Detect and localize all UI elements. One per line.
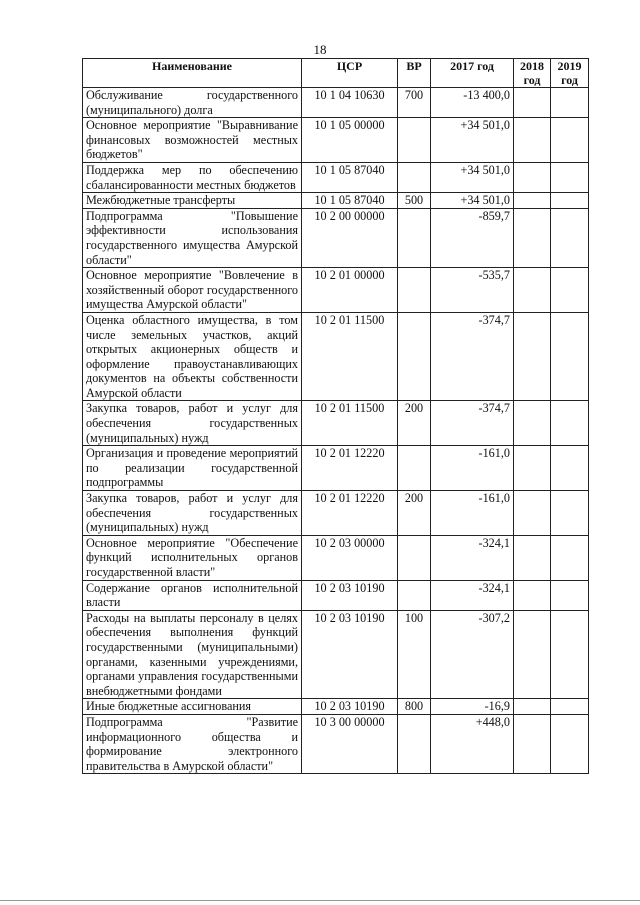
cell-vr [398,714,431,773]
cell-csr: 10 2 01 12220 [302,491,398,536]
cell-name: Оценка областного имущества, в том числе земельных участков, акций открытых акционерных обществ и оформление правоустанавливающих документов на объекты собственности Амурской области [83,312,302,401]
cell-y2017: +34 501,0 [431,118,514,163]
cell-y2017: -374,7 [431,312,514,401]
cell-y2017: -324,1 [431,535,514,580]
cell-name: Закупка товаров, работ и услуг для обеспечения государственных (муниципальных) нужд [83,491,302,536]
cell-csr: 10 1 05 00000 [302,118,398,163]
cell-y2018 [514,208,551,267]
cell-y2018 [514,699,551,715]
cell-y2017: -374,7 [431,401,514,446]
header-2017: 2017 год [431,59,514,88]
cell-y2017: -859,7 [431,208,514,267]
cell-y2019 [551,610,589,699]
cell-y2019 [551,401,589,446]
cell-y2018 [514,88,551,118]
cell-y2018 [514,580,551,610]
cell-y2019 [551,162,589,192]
cell-y2017: -13 400,0 [431,88,514,118]
cell-vr: 100 [398,610,431,699]
table-row [83,401,589,446]
cell-csr: 10 3 00 00000 [302,714,398,773]
cell-y2017: +448,0 [431,714,514,773]
cell-y2019 [551,193,589,209]
cell-vr: 700 [398,88,431,118]
cell-y2018 [514,401,551,446]
cell-y2019 [551,446,589,491]
cell-y2018 [514,491,551,536]
table-row [83,193,589,209]
table-row [83,88,589,118]
table-row [83,699,589,715]
cell-csr: 10 2 03 10190 [302,580,398,610]
cell-csr: 10 2 03 10190 [302,699,398,715]
table-header-row [83,59,589,88]
header-2018: 2018 год [514,59,551,88]
cell-vr [398,268,431,313]
cell-y2018 [514,714,551,773]
cell-csr: 10 2 01 00000 [302,268,398,313]
table-row [83,610,589,699]
header-name: Наименование [83,59,302,88]
cell-name: Подпрограмма "Повышение эффективности использования государственного имущества Амурской области" [83,208,302,267]
cell-csr: 10 2 01 11500 [302,401,398,446]
cell-y2018 [514,193,551,209]
table-row [83,208,589,267]
cell-y2017: +34 501,0 [431,162,514,192]
cell-vr [398,208,431,267]
cell-y2019 [551,580,589,610]
cell-name: Иные бюджетные ассигнования [83,699,302,715]
cell-y2018 [514,312,551,401]
cell-y2019 [551,118,589,163]
cell-y2017: -161,0 [431,491,514,536]
table-row [83,268,589,313]
cell-y2019 [551,268,589,313]
cell-y2018 [514,535,551,580]
cell-name: Поддержка мер по обеспечению сбалансированности местных бюджетов [83,162,302,192]
page-number: 18 [313,42,327,57]
page-bottom-edge [0,900,640,901]
cell-name: Основное мероприятие "Вовлечение в хозяйственный оборот государственного имущества Амурской области" [83,268,302,313]
cell-y2017: -535,7 [431,268,514,313]
cell-name: Обслуживание государственного (муниципального) долга [83,88,302,118]
cell-name: Закупка товаров, работ и услуг для обеспечения государственных (муниципальных) нужд [83,401,302,446]
cell-vr: 200 [398,491,431,536]
cell-y2019 [551,491,589,536]
cell-csr: 10 1 05 87040 [302,193,398,209]
table-row [83,118,589,163]
budget-table [82,58,589,774]
cell-csr: 10 1 04 10630 [302,88,398,118]
cell-name: Основное мероприятие "Выравнивание финансовых возможностей местных бюджетов" [83,118,302,163]
header-2019: 2019 год [551,59,589,88]
cell-csr: 10 2 00 00000 [302,208,398,267]
cell-y2017: +34 501,0 [431,193,514,209]
cell-csr: 10 2 03 00000 [302,535,398,580]
table-row [83,312,589,401]
cell-csr: 10 2 01 11500 [302,312,398,401]
cell-y2017: -324,1 [431,580,514,610]
table-body [83,88,589,774]
cell-y2019 [551,714,589,773]
cell-y2018 [514,118,551,163]
cell-name: Подпрограмма "Развитие информационного общества и формирование электронного правительства в Амурской области" [83,714,302,773]
cell-vr [398,118,431,163]
cell-csr: 10 2 03 10190 [302,610,398,699]
cell-vr: 800 [398,699,431,715]
cell-name: Расходы на выплаты персоналу в целях обеспечения выполнения функций государственными (муниципальными) органами, казенными учреждениями, органами управления государственными внебюджетными фондами [83,610,302,699]
table-row [83,580,589,610]
table-row [83,446,589,491]
table-row [83,535,589,580]
cell-y2019 [551,699,589,715]
cell-y2018 [514,610,551,699]
cell-y2019 [551,88,589,118]
cell-y2018 [514,446,551,491]
cell-vr: 500 [398,193,431,209]
cell-vr [398,535,431,580]
cell-y2018 [514,268,551,313]
table-row [83,714,589,773]
cell-csr: 10 2 01 12220 [302,446,398,491]
cell-csr: 10 1 05 87040 [302,162,398,192]
cell-name: Основное мероприятие "Обеспечение функций исполнительных органов государственной власти" [83,535,302,580]
cell-y2019 [551,535,589,580]
cell-vr: 200 [398,401,431,446]
cell-y2019 [551,312,589,401]
header-vr: ВР [398,59,431,88]
cell-name: Межбюджетные трансферты [83,193,302,209]
cell-vr [398,162,431,192]
cell-vr [398,446,431,491]
cell-y2018 [514,162,551,192]
cell-name: Организация и проведение мероприятий по реализации государственной подпрограммы [83,446,302,491]
cell-y2017: -161,0 [431,446,514,491]
cell-y2017: -307,2 [431,610,514,699]
cell-y2017: -16,9 [431,699,514,715]
table-row [83,162,589,192]
cell-vr [398,580,431,610]
cell-vr [398,312,431,401]
cell-name: Содержание органов исполнительной власти [83,580,302,610]
cell-y2019 [551,208,589,267]
header-csr: ЦСР [302,59,398,88]
table-row [83,491,589,536]
